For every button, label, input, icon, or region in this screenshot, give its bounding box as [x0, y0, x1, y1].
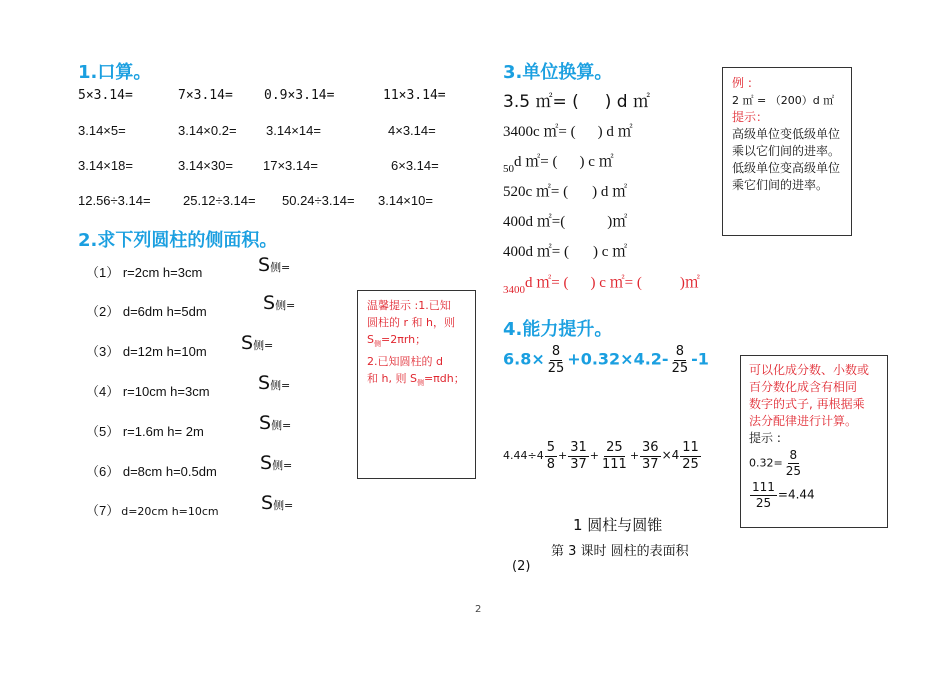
lesson-part: (2): [512, 559, 531, 574]
tip-line: 温馨提示 :1.已知: [367, 299, 451, 312]
tip-box-strategy: [740, 355, 888, 528]
calc-item: 0.9×3.14=: [264, 88, 335, 103]
tip-line: 百分数化成含有相同: [749, 380, 858, 394]
tip-line: 提示 :: [749, 431, 781, 445]
calc-item: 11×3.14=: [383, 88, 446, 103]
fraction: $\frac{111}{25}$: [752, 480, 775, 510]
chapter-title: 1 圆柱与圆锥: [573, 516, 663, 534]
cylinder-item-2: （2） d=6dm h=5dm: [86, 304, 207, 319]
lateral-area-label: S侧=: [263, 292, 296, 314]
unit-row-1: 3.5 ㎡= ( ) d ㎡: [503, 92, 650, 112]
cylinder-item-5: （5） r=1.6m h= 2m: [86, 424, 204, 439]
unit-row-5: 400d ㎡=( )㎡: [503, 214, 628, 230]
expression-1: 6.8× $\frac{8}{25}$ +0.32×4.2- $\frac{8}{25}$ -1: [503, 344, 709, 376]
tip-line: 数字的式子, 再根据乘: [749, 397, 865, 411]
calc-item: 3.14×0.2=: [178, 123, 237, 138]
calc-item: 3.14×14=: [266, 123, 321, 138]
fraction: $\frac{36}{37}$: [642, 440, 659, 472]
unit-row-4: 520c ㎡= ( ) d ㎡: [503, 184, 628, 200]
tip-line: 低级单位变高级单位: [732, 161, 841, 175]
calc-item: 3.14×5=: [78, 123, 126, 138]
tip-line: $S_侧=2\pi rh$；: [367, 333, 427, 349]
unit-row-3: $_{50}$d ㎡= ( ) c ㎡: [503, 154, 614, 175]
calc-item: 17×3.14=: [263, 158, 318, 173]
lateral-area-label: S侧=: [261, 492, 294, 514]
lateral-area-label: S侧=: [241, 332, 274, 354]
section-1-title: 1.口算。: [78, 62, 152, 83]
calc-item: 3.14×10=: [378, 193, 433, 208]
calc-item: 6×3.14=: [391, 158, 439, 173]
lateral-area-label: S侧=: [258, 254, 291, 276]
calc-item: 5×3.14=: [78, 88, 133, 103]
tip-line: 例 :: [732, 76, 752, 90]
fraction: $\frac{25}{111}$: [601, 440, 627, 472]
tip-line: 和 h, 则 $S_侧=\pi dh$；: [367, 372, 465, 388]
cylinder-item-1: （1） r=2cm h=3cm: [86, 265, 203, 280]
lateral-area-label: S侧=: [259, 412, 292, 434]
calc-item: 50.24÷3.14=: [282, 193, 355, 208]
tip-line: 2 ㎡ = （200）d ㎡: [732, 94, 835, 107]
tip-box-formula: [357, 290, 476, 479]
cylinder-item-3: （3） d=12m h=10m: [86, 344, 207, 359]
tip-line: 圆柱的 r 和 h，则: [367, 316, 455, 329]
fraction: $\frac{5}{8}$: [546, 440, 555, 472]
calc-item: 12.56÷3.14=: [78, 193, 151, 208]
tip-line: 乘它们间的进率。: [732, 178, 829, 192]
fraction: $\frac{11}{25}$: [682, 440, 699, 472]
tip-line: 高级单位变低级单位: [732, 127, 841, 141]
calc-item: 3.14×30=: [178, 158, 233, 173]
fraction: $\frac{8}{25}$: [671, 344, 689, 376]
expression-2: 4.44÷4 $\frac{5}{8}$ + $\frac{31}{37}$ + $\frac{25}{111}$ + $\frac{36}{37}$ ×4 $\frac{11}{25}$: [503, 440, 699, 472]
unit-row-6: 400d ㎡= ( ) c ㎡: [503, 244, 628, 260]
tip-line: 0.32= $\frac{8}{25}$: [749, 448, 801, 478]
page-number: 2: [475, 604, 482, 615]
fraction: $\frac{8}{25}$: [785, 448, 801, 478]
section-2-title: 2.求下列圆柱的侧面积。: [78, 230, 278, 251]
tip-box-unit: [722, 67, 852, 236]
lesson-title: 第 3 课时 圆柱的表面积: [551, 544, 689, 559]
calc-item: 25.12÷3.14=: [183, 193, 256, 208]
tip-line: 法分配律进行计算。: [749, 414, 858, 428]
section-4-title: 4.能力提升。: [503, 319, 613, 340]
section-3-title: 3.单位换算。: [503, 62, 613, 83]
tip-line: 可以化成分数、小数或: [749, 363, 870, 377]
unit-row-2: 3400c ㎡= ( ) d ㎡: [503, 124, 633, 140]
fraction: $\frac{8}{25}$: [547, 344, 565, 376]
tip-line: 2.已知圆柱的 d: [367, 355, 443, 369]
cylinder-item-4: （4） r=10cm h=3cm: [86, 384, 210, 399]
lateral-area-label: S侧=: [260, 452, 293, 474]
tip-line: 提示：: [732, 110, 769, 124]
tip-line: $\frac{111}{25}$ =4.44: [752, 480, 815, 510]
lateral-area-label: S侧=: [258, 372, 291, 394]
tip-line: 乘以它们间的进率。: [732, 144, 841, 158]
cylinder-item-7: （7） d=20cm h=10cm: [86, 503, 219, 518]
fraction: $\frac{31}{37}$: [570, 440, 587, 472]
calc-item: 4×3.14=: [388, 123, 436, 138]
calc-item: 7×3.14=: [178, 88, 233, 103]
calc-item: 3.14×18=: [78, 158, 133, 173]
unit-row-7: $_{3400}$d ㎡= ( ) c ㎡= ( )㎡: [503, 275, 700, 296]
cylinder-item-6: （6） d=8cm h=0.5dm: [86, 464, 217, 479]
